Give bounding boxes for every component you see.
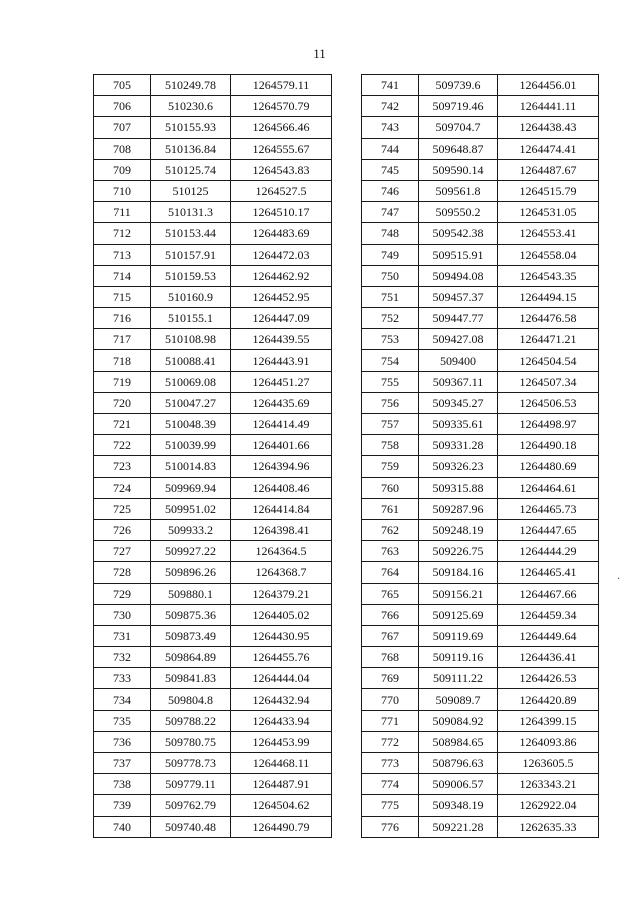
y-coordinate-cell: 1264453.99 — [231, 731, 332, 752]
table-row — [362, 265, 599, 286]
y-coordinate-cell: 1264471.21 — [498, 329, 599, 350]
x-coordinate-cell: 509331.28 — [419, 435, 498, 456]
y-coordinate-cell: 1264401.66 — [231, 435, 332, 456]
y-coordinate-cell: 1264515.79 — [498, 180, 599, 201]
point-number-cell: 752 — [362, 308, 419, 329]
table-row — [362, 583, 599, 604]
point-number-cell: 740 — [94, 816, 151, 837]
y-coordinate-cell: 1264487.91 — [231, 774, 332, 795]
x-coordinate-cell: 509704.7 — [419, 117, 498, 138]
x-coordinate-cell: 509221.28 — [419, 816, 498, 837]
y-coordinate-cell: 1264579.11 — [231, 75, 332, 96]
x-coordinate-cell: 509111.22 — [419, 668, 498, 689]
table-row — [94, 477, 332, 498]
y-coordinate-cell: 1264472.03 — [231, 244, 332, 265]
table-row — [94, 647, 332, 668]
point-number-cell: 763 — [362, 541, 419, 562]
point-number-cell: 773 — [362, 753, 419, 774]
point-number-cell: 737 — [94, 753, 151, 774]
y-coordinate-cell: 1264476.58 — [498, 308, 599, 329]
point-number-cell: 751 — [362, 286, 419, 307]
table-row — [362, 774, 599, 795]
x-coordinate-cell: 509326.23 — [419, 456, 498, 477]
y-coordinate-cell: 1264474.41 — [498, 138, 599, 159]
table-row — [362, 329, 599, 350]
y-coordinate-cell: 1264408.46 — [231, 477, 332, 498]
x-coordinate-cell: 509367.11 — [419, 371, 498, 392]
point-number-cell: 764 — [362, 562, 419, 583]
table-row — [94, 96, 332, 117]
point-number-cell: 727 — [94, 541, 151, 562]
x-coordinate-cell: 509841.83 — [151, 668, 231, 689]
x-coordinate-cell: 509427.08 — [419, 329, 498, 350]
point-number-cell: 774 — [362, 774, 419, 795]
point-number-cell: 765 — [362, 583, 419, 604]
table-row — [94, 583, 332, 604]
table-row — [362, 308, 599, 329]
x-coordinate-cell: 509864.89 — [151, 647, 231, 668]
table-row — [362, 647, 599, 668]
x-coordinate-cell: 510153.44 — [151, 223, 231, 244]
x-coordinate-cell: 509933.2 — [151, 519, 231, 540]
page-number: 11 — [313, 46, 326, 61]
y-coordinate-cell: 1264468.11 — [231, 753, 332, 774]
table-row — [362, 371, 599, 392]
y-coordinate-cell: 1264420.89 — [498, 689, 599, 710]
table-row — [94, 816, 332, 837]
y-coordinate-cell: 1264432.94 — [231, 689, 332, 710]
table-row — [94, 689, 332, 710]
y-coordinate-cell: 1264464.61 — [498, 477, 599, 498]
table-row — [94, 75, 332, 96]
point-number-cell: 710 — [94, 180, 151, 201]
point-number-cell: 743 — [362, 117, 419, 138]
y-coordinate-cell: 1264455.76 — [231, 647, 332, 668]
table-row — [362, 159, 599, 180]
y-coordinate-cell: 1264543.35 — [498, 265, 599, 286]
x-coordinate-cell: 509561.8 — [419, 180, 498, 201]
y-coordinate-cell: 1264443.91 — [231, 350, 332, 371]
y-coordinate-cell: 1264465.41 — [498, 562, 599, 583]
x-coordinate-cell: 509125.69 — [419, 604, 498, 625]
point-number-cell: 750 — [362, 265, 419, 286]
x-coordinate-cell: 509927.22 — [151, 541, 231, 562]
table-row — [94, 350, 332, 371]
table-row — [94, 286, 332, 307]
point-number-cell: 755 — [362, 371, 419, 392]
point-number-cell: 744 — [362, 138, 419, 159]
x-coordinate-cell: 509400 — [419, 350, 498, 371]
table-row — [362, 498, 599, 519]
x-coordinate-cell: 508796.63 — [419, 753, 498, 774]
x-coordinate-cell: 508984.65 — [419, 731, 498, 752]
point-number-cell: 776 — [362, 816, 419, 837]
point-number-cell: 724 — [94, 477, 151, 498]
x-coordinate-cell: 509880.1 — [151, 583, 231, 604]
y-coordinate-cell: 1264494.15 — [498, 286, 599, 307]
table-row — [94, 414, 332, 435]
table-row — [362, 244, 599, 265]
table-row — [94, 604, 332, 625]
table-row — [362, 223, 599, 244]
point-number-cell: 767 — [362, 625, 419, 646]
x-coordinate-cell: 509287.96 — [419, 498, 498, 519]
y-coordinate-cell: 1264527.5 — [231, 180, 332, 201]
x-coordinate-cell: 509494.08 — [419, 265, 498, 286]
y-coordinate-cell: 1264093.86 — [498, 731, 599, 752]
table-row — [362, 286, 599, 307]
point-number-cell: 741 — [362, 75, 419, 96]
point-number-cell: 742 — [362, 96, 419, 117]
point-number-cell: 715 — [94, 286, 151, 307]
point-number-cell: 714 — [94, 265, 151, 286]
point-number-cell: 732 — [94, 647, 151, 668]
x-coordinate-cell: 509335.61 — [419, 414, 498, 435]
table-row — [94, 244, 332, 265]
point-number-cell: 712 — [94, 223, 151, 244]
x-coordinate-cell: 510230.6 — [151, 96, 231, 117]
table-row — [362, 519, 599, 540]
point-number-cell: 728 — [94, 562, 151, 583]
table-row — [362, 562, 599, 583]
y-coordinate-cell: 1264510.17 — [231, 202, 332, 223]
table-row — [362, 795, 599, 816]
x-coordinate-cell: 510039.99 — [151, 435, 231, 456]
table-row — [94, 625, 332, 646]
y-coordinate-cell: 1264490.18 — [498, 435, 599, 456]
table-row — [362, 435, 599, 456]
table-row — [94, 774, 332, 795]
point-number-cell: 749 — [362, 244, 419, 265]
x-coordinate-cell: 509739.6 — [419, 75, 498, 96]
y-coordinate-cell: 1263343.21 — [498, 774, 599, 795]
y-coordinate-cell: 1264447.65 — [498, 519, 599, 540]
x-coordinate-cell: 509896.26 — [151, 562, 231, 583]
table-row — [94, 795, 332, 816]
point-number-cell: 735 — [94, 710, 151, 731]
x-coordinate-cell: 509762.79 — [151, 795, 231, 816]
point-number-cell: 708 — [94, 138, 151, 159]
x-coordinate-cell: 510088.41 — [151, 350, 231, 371]
table-row — [362, 117, 599, 138]
table-row — [94, 519, 332, 540]
x-coordinate-cell: 509006.57 — [419, 774, 498, 795]
x-coordinate-cell: 509719.46 — [419, 96, 498, 117]
table-row — [362, 816, 599, 837]
x-coordinate-cell: 510108.98 — [151, 329, 231, 350]
x-coordinate-cell: 509226.75 — [419, 541, 498, 562]
point-number-cell: 758 — [362, 435, 419, 456]
point-number-cell: 738 — [94, 774, 151, 795]
point-number-cell: 725 — [94, 498, 151, 519]
x-coordinate-cell: 509248.19 — [419, 519, 498, 540]
table-row — [362, 456, 599, 477]
point-number-cell: 721 — [94, 414, 151, 435]
x-coordinate-cell: 509345.27 — [419, 392, 498, 413]
table-row — [94, 223, 332, 244]
y-coordinate-cell: 1264570.79 — [231, 96, 332, 117]
table-row — [94, 202, 332, 223]
y-coordinate-cell: 1264414.49 — [231, 414, 332, 435]
x-coordinate-cell: 509089.7 — [419, 689, 498, 710]
coordinates-table-right — [361, 74, 599, 838]
y-coordinate-cell: 1264436.41 — [498, 647, 599, 668]
x-coordinate-cell: 509515.91 — [419, 244, 498, 265]
y-coordinate-cell: 1264480.69 — [498, 456, 599, 477]
y-coordinate-cell: 1264451.27 — [231, 371, 332, 392]
table-row — [94, 180, 332, 201]
point-number-cell: 766 — [362, 604, 419, 625]
point-number-cell: 772 — [362, 731, 419, 752]
y-coordinate-cell: 1264498.97 — [498, 414, 599, 435]
y-coordinate-cell: 1264459.34 — [498, 604, 599, 625]
y-coordinate-cell: 1264467.66 — [498, 583, 599, 604]
point-number-cell: 709 — [94, 159, 151, 180]
stray-mark: · — [617, 574, 621, 585]
point-number-cell: 760 — [362, 477, 419, 498]
table-row — [94, 138, 332, 159]
point-number-cell: 757 — [362, 414, 419, 435]
x-coordinate-cell: 510125.74 — [151, 159, 231, 180]
table-row — [94, 435, 332, 456]
x-coordinate-cell: 509804.8 — [151, 689, 231, 710]
x-coordinate-cell: 510125 — [151, 180, 231, 201]
x-coordinate-cell: 509740.48 — [151, 816, 231, 837]
x-coordinate-cell: 510157.91 — [151, 244, 231, 265]
x-coordinate-cell: 510249.78 — [151, 75, 231, 96]
y-coordinate-cell: 1264462.92 — [231, 265, 332, 286]
y-coordinate-cell: 1264456.01 — [498, 75, 599, 96]
x-coordinate-cell: 509542.38 — [419, 223, 498, 244]
point-number-cell: 754 — [362, 350, 419, 371]
x-coordinate-cell: 510136.84 — [151, 138, 231, 159]
y-coordinate-cell: 1264566.46 — [231, 117, 332, 138]
x-coordinate-cell: 509156.21 — [419, 583, 498, 604]
x-coordinate-cell: 509119.16 — [419, 647, 498, 668]
y-coordinate-cell: 1264558.04 — [498, 244, 599, 265]
y-coordinate-cell: 1264379.21 — [231, 583, 332, 604]
y-coordinate-cell: 1264504.62 — [231, 795, 332, 816]
point-number-cell: 736 — [94, 731, 151, 752]
x-coordinate-cell: 509778.73 — [151, 753, 231, 774]
y-coordinate-cell: 1264368.7 — [231, 562, 332, 583]
y-coordinate-cell: 1264531.05 — [498, 202, 599, 223]
point-number-cell: 770 — [362, 689, 419, 710]
point-number-cell: 705 — [94, 75, 151, 96]
x-coordinate-cell: 509590.14 — [419, 159, 498, 180]
point-number-cell: 713 — [94, 244, 151, 265]
point-number-cell: 756 — [362, 392, 419, 413]
y-coordinate-cell: 1264430.95 — [231, 625, 332, 646]
table-row — [362, 96, 599, 117]
point-number-cell: 730 — [94, 604, 151, 625]
y-coordinate-cell: 1264452.95 — [231, 286, 332, 307]
point-number-cell: 745 — [362, 159, 419, 180]
table-row — [362, 414, 599, 435]
table-row — [362, 541, 599, 562]
table-row — [362, 202, 599, 223]
x-coordinate-cell: 510155.1 — [151, 308, 231, 329]
x-coordinate-cell: 509457.37 — [419, 286, 498, 307]
point-number-cell: 718 — [94, 350, 151, 371]
x-coordinate-cell: 510131.3 — [151, 202, 231, 223]
y-coordinate-cell: 1264490.79 — [231, 816, 332, 837]
table-row — [94, 117, 332, 138]
table-row — [94, 541, 332, 562]
y-coordinate-cell: 1264405.02 — [231, 604, 332, 625]
x-coordinate-cell: 509447.77 — [419, 308, 498, 329]
table-row — [94, 731, 332, 752]
point-number-cell: 723 — [94, 456, 151, 477]
y-coordinate-cell: 1264506.53 — [498, 392, 599, 413]
x-coordinate-cell: 509184.16 — [419, 562, 498, 583]
table-row — [362, 392, 599, 413]
y-coordinate-cell: 1264483.69 — [231, 223, 332, 244]
table-row — [94, 265, 332, 286]
y-coordinate-cell: 1264364.5 — [231, 541, 332, 562]
y-coordinate-cell: 1264439.55 — [231, 329, 332, 350]
table-row — [94, 562, 332, 583]
point-number-cell: 731 — [94, 625, 151, 646]
point-number-cell: 739 — [94, 795, 151, 816]
x-coordinate-cell: 509084.92 — [419, 710, 498, 731]
table-row — [94, 753, 332, 774]
point-number-cell: 733 — [94, 668, 151, 689]
table-row — [362, 350, 599, 371]
x-coordinate-cell: 510048.39 — [151, 414, 231, 435]
point-number-cell: 771 — [362, 710, 419, 731]
point-number-cell: 775 — [362, 795, 419, 816]
table-row — [362, 477, 599, 498]
point-number-cell: 726 — [94, 519, 151, 540]
coordinates-table-left — [93, 74, 332, 838]
point-number-cell: 747 — [362, 202, 419, 223]
x-coordinate-cell: 510047.27 — [151, 392, 231, 413]
y-coordinate-cell: 1264543.83 — [231, 159, 332, 180]
x-coordinate-cell: 509873.49 — [151, 625, 231, 646]
y-coordinate-cell: 1264444.04 — [231, 668, 332, 689]
table-row — [362, 710, 599, 731]
x-coordinate-cell: 509348.19 — [419, 795, 498, 816]
x-coordinate-cell: 509119.69 — [419, 625, 498, 646]
y-coordinate-cell: 1264394.96 — [231, 456, 332, 477]
x-coordinate-cell: 510069.08 — [151, 371, 231, 392]
y-coordinate-cell: 1262922.04 — [498, 795, 599, 816]
table-row — [94, 710, 332, 731]
table-row — [94, 498, 332, 519]
y-coordinate-cell: 1264441.11 — [498, 96, 599, 117]
point-number-cell: 748 — [362, 223, 419, 244]
y-coordinate-cell: 1264438.43 — [498, 117, 599, 138]
table-row — [94, 371, 332, 392]
y-coordinate-cell: 1264465.73 — [498, 498, 599, 519]
y-coordinate-cell: 1264398.41 — [231, 519, 332, 540]
point-number-cell: 722 — [94, 435, 151, 456]
y-coordinate-cell: 1264507.34 — [498, 371, 599, 392]
point-number-cell: 711 — [94, 202, 151, 223]
x-coordinate-cell: 509788.22 — [151, 710, 231, 731]
point-number-cell: 759 — [362, 456, 419, 477]
y-coordinate-cell: 1264426.53 — [498, 668, 599, 689]
table-row — [94, 456, 332, 477]
x-coordinate-cell: 509550.2 — [419, 202, 498, 223]
table-row — [362, 668, 599, 689]
point-number-cell: 768 — [362, 647, 419, 668]
x-coordinate-cell: 509780.75 — [151, 731, 231, 752]
point-number-cell: 762 — [362, 519, 419, 540]
x-coordinate-cell: 510155.93 — [151, 117, 231, 138]
point-number-cell: 729 — [94, 583, 151, 604]
point-number-cell: 706 — [94, 96, 151, 117]
y-coordinate-cell: 1264433.94 — [231, 710, 332, 731]
x-coordinate-cell: 510159.53 — [151, 265, 231, 286]
table-row — [362, 731, 599, 752]
point-number-cell: 746 — [362, 180, 419, 201]
table-row — [362, 180, 599, 201]
point-number-cell: 753 — [362, 329, 419, 350]
x-coordinate-cell: 509315.88 — [419, 477, 498, 498]
x-coordinate-cell: 509648.87 — [419, 138, 498, 159]
table-row — [94, 668, 332, 689]
table-row — [362, 75, 599, 96]
point-number-cell: 720 — [94, 392, 151, 413]
y-coordinate-cell: 1264487.67 — [498, 159, 599, 180]
point-number-cell: 719 — [94, 371, 151, 392]
x-coordinate-cell: 509779.11 — [151, 774, 231, 795]
y-coordinate-cell: 1264444.29 — [498, 541, 599, 562]
table-row — [362, 689, 599, 710]
point-number-cell: 716 — [94, 308, 151, 329]
table-row — [362, 604, 599, 625]
table-row — [362, 138, 599, 159]
table-row — [362, 625, 599, 646]
table-row — [94, 329, 332, 350]
table-row — [362, 753, 599, 774]
point-number-cell: 707 — [94, 117, 151, 138]
y-coordinate-cell: 1264399.15 — [498, 710, 599, 731]
x-coordinate-cell: 510014.83 — [151, 456, 231, 477]
y-coordinate-cell: 1264414.84 — [231, 498, 332, 519]
y-coordinate-cell: 1264435.69 — [231, 392, 332, 413]
point-number-cell: 717 — [94, 329, 151, 350]
point-number-cell: 734 — [94, 689, 151, 710]
y-coordinate-cell: 1264504.54 — [498, 350, 599, 371]
y-coordinate-cell: 1264555.67 — [231, 138, 332, 159]
y-coordinate-cell: 1264447.09 — [231, 308, 332, 329]
x-coordinate-cell: 510160.9 — [151, 286, 231, 307]
point-number-cell: 761 — [362, 498, 419, 519]
x-coordinate-cell: 509969.94 — [151, 477, 231, 498]
x-coordinate-cell: 509875.36 — [151, 604, 231, 625]
y-coordinate-cell: 1262635.33 — [498, 816, 599, 837]
y-coordinate-cell: 1264449.64 — [498, 625, 599, 646]
table-row — [94, 159, 332, 180]
x-coordinate-cell: 509951.02 — [151, 498, 231, 519]
y-coordinate-cell: 1263605.5 — [498, 753, 599, 774]
table-row — [94, 392, 332, 413]
point-number-cell: 769 — [362, 668, 419, 689]
y-coordinate-cell: 1264553.41 — [498, 223, 599, 244]
table-row — [94, 308, 332, 329]
